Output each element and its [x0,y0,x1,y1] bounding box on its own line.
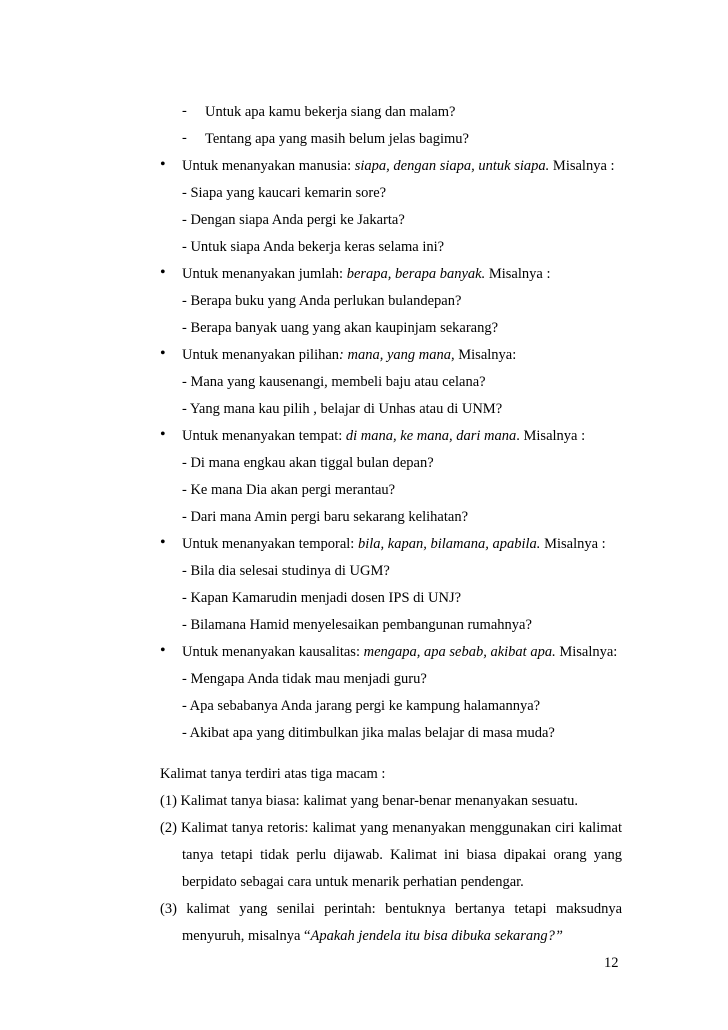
example-line: - Di mana engkau akan tiggal bulan depan? [182,455,434,471]
section-heading: Untuk menanyakan kausalitas: mengapa, apa sebab, akibat apa. Misalnya: [182,644,618,660]
dash-item-text: Untuk apa kamu bekerja siang dan malam? [205,104,456,120]
example-line: - Bilamana Hamid menyelesaikan pembangunan rumahnya? [182,617,532,633]
example-line: - Untuk siapa Anda bekerja keras selama ini? [182,239,445,255]
type-3-line-1: (3) kalimat yang senilai perintah: bentuknya bertanya tetapi maksudnya [160,901,622,917]
example-line: - Yang mana kau pilih , belajar di Unhas atau di UNM? [182,401,503,417]
types-intro: Kalimat tanya terdiri atas tiga macam : [160,766,386,782]
example-line: - Dengan siapa Anda pergi ke Jakarta? [182,212,405,228]
type-3-line-2: menyuruh, misalnya “Apakah jendela itu bisa dibuka sekarang?” [182,928,563,944]
example-line: - Mengapa Anda tidak mau menjadi guru? [182,671,427,687]
example-line: - Berapa banyak uang yang akan kaupinjam sekarang? [182,320,499,336]
type-2-line-1: (2) Kalimat tanya retoris: kalimat yang menanyakan menggunakan ciri kalimat [160,820,622,836]
section-heading: Untuk menanyakan pilihan: mana, yang mana, Misalnya: [182,347,517,363]
example-line: - Akibat apa yang ditimbulkan jika malas belajar di masa muda? [182,725,555,741]
section-heading: Untuk menanyakan manusia: siapa, dengan siapa, untuk siapa. Misalnya : [182,158,615,174]
section-heading: Untuk menanyakan jumlah: berapa, berapa banyak. Misalnya : [182,266,551,282]
dash-item-text: Tentang apa yang masih belum jelas bagimu? [205,131,469,147]
type-2-line-2: tanya tetapi tidak perlu dijawab. Kalimat ini biasa dipakai orang yang [182,847,622,863]
section-heading: Untuk menanyakan tempat: di mana, ke mana, dari mana. Misalnya : [182,428,586,444]
bullet-marker: • [160,345,166,362]
dash-marker: - [182,103,187,119]
example-line: - Bila dia selesai studinya di UGM? [182,563,390,579]
bullet-marker: • [160,534,166,551]
example-line: - Mana yang kausenangi, membeli baju atau celana? [182,374,486,390]
bullet-marker: • [160,642,166,659]
type-2-line-3: berpidato sebagai cara untuk menarik perhatian pendengar. [182,874,524,890]
example-line: - Kapan Kamarudin menjadi dosen IPS di UNJ? [182,590,462,606]
dash-marker: - [182,130,187,146]
example-line: - Ke mana Dia akan pergi merantau? [182,482,396,498]
bullet-marker: • [160,426,166,443]
example-line: - Siapa yang kaucari kemarin sore? [182,185,387,201]
bullet-marker: • [160,156,166,173]
type-1: (1) Kalimat tanya biasa: kalimat yang benar-benar menanyakan sesuatu. [160,793,579,809]
section-heading: Untuk menanyakan temporal: bila, kapan, bilamana, apabila. Misalnya : [182,536,606,552]
example-line: - Apa sebabanya Anda jarang pergi ke kampung halamannya? [182,698,541,714]
bullet-marker: • [160,264,166,281]
page-number: 12 [604,955,619,971]
example-line: - Dari mana Amin pergi baru sekarang kelihatan? [182,509,468,525]
example-line: - Berapa buku yang Anda perlukan bulandepan? [182,293,462,309]
